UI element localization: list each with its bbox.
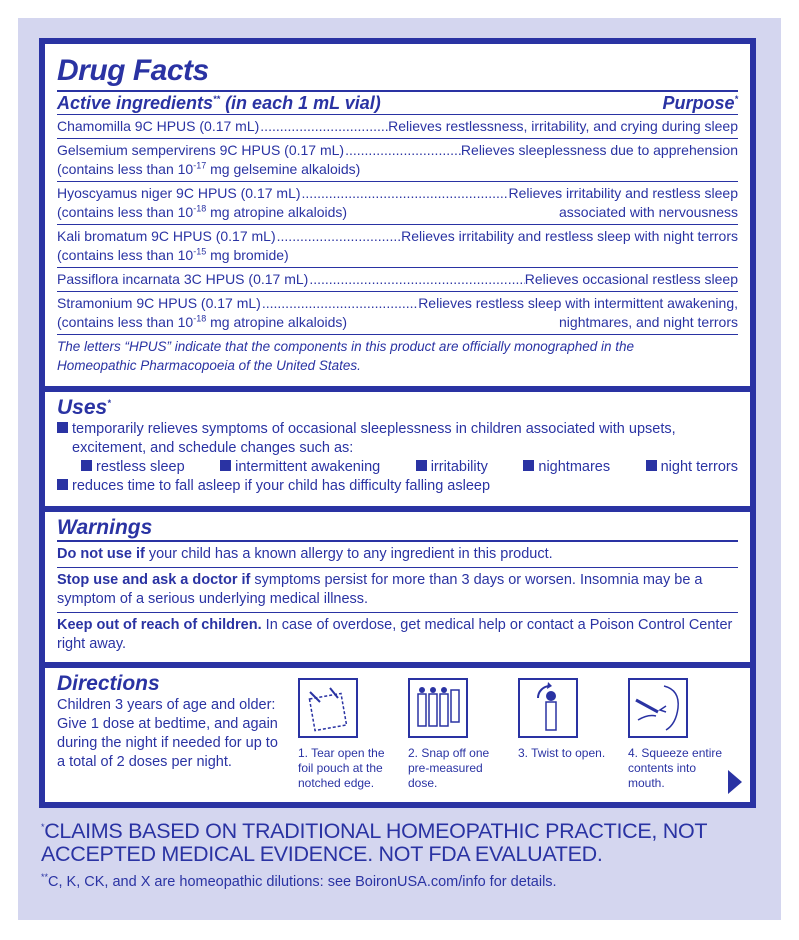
claims-disclaimer: *CLAIMS BASED ON TRADITIONAL HOMEOPATHIC PRACTICE, NOT ACCEPTED MEDICAL EVIDENCE. NOT FDA EVALUATED. bbox=[41, 819, 707, 866]
ingredient-row: Stramonium 9C HPUS (0.17 mL) ..... Relieves restless sleep with intermittent awakening, (contains less than $10^{-18}$ mg atropine alkaloids) nightmares, and night terrors bbox=[57, 292, 738, 335]
warning-keep-out-of-reach: Keep out of reach of children. In case of overdose, get medical help or contact a Poison Control Center right away. bbox=[57, 612, 738, 657]
warnings-title: Warnings bbox=[57, 516, 153, 539]
warning-do-not-use: Do not use if your child has a known allergy to any ingredient in this product. bbox=[57, 540, 738, 567]
uses-section bbox=[45, 392, 750, 506]
drug-facts-title: Drug Facts bbox=[57, 54, 209, 87]
symptom-item: nightmares bbox=[523, 458, 610, 477]
directions-text: Children 3 years of age and older: Give 1 dose at bedtime, and again during the night if needed for up to a total of 2 doses per night. bbox=[57, 697, 278, 770]
ingredient-row: Passiflora incarnata 3C HPUS (0.17 mL) ..... Relieves occasional restless sleep bbox=[57, 268, 738, 292]
active-ingredients-section bbox=[45, 44, 750, 386]
bullet-icon bbox=[416, 460, 427, 471]
uses-item: temporarily relieves symptoms of occasional sleeplessness in children associated with upsets, bbox=[57, 420, 738, 439]
footer bbox=[41, 820, 771, 892]
twist-vial-icon bbox=[518, 678, 578, 738]
warnings-section bbox=[45, 512, 750, 662]
symptom-item: night terrors bbox=[646, 458, 738, 477]
active-header-label: Active ingredients bbox=[57, 93, 214, 113]
bullet-icon bbox=[57, 479, 68, 490]
foil-pouch-icon bbox=[298, 678, 358, 738]
uses-item-continued: excitement, and schedule changes such as: bbox=[72, 440, 354, 456]
bullet-icon bbox=[220, 460, 231, 471]
symptom-item: intermittent awakening bbox=[220, 458, 380, 477]
bullet-icon bbox=[57, 422, 68, 433]
ingredient-row: Chamomilla 9C HPUS (0.17 mL) ..... Relieves restlessness, irritability, and crying during sleep bbox=[57, 115, 738, 139]
ingredient-row: Hyoscyamus niger 9C HPUS (0.17 mL) ..... Relieves irritability and restless sleep (contains less than $10^{-18}$ mg atropine alkaloids) associated with nervousness bbox=[57, 182, 738, 225]
direction-step: 1. Tear open the foil pouch at the notched edge. bbox=[298, 678, 398, 791]
dilutions-note: **C, K, CK, and X are homeopathic dilutions: see BoironUSA.com/info for details. bbox=[41, 872, 557, 890]
purpose-header: Purpose* bbox=[662, 93, 738, 113]
uses-title: Uses* bbox=[57, 396, 111, 419]
direction-step: 3. Twist to open. bbox=[518, 678, 618, 761]
hpus-note: The letters “HPUS” indicate that the components in this product are officially monographed in the Homeopathic Pharmacopoeia of the United States. bbox=[57, 339, 635, 373]
bullet-icon bbox=[81, 460, 92, 471]
directions-title: Directions bbox=[57, 672, 160, 695]
symptom-item: irritability bbox=[416, 458, 488, 477]
ingredient-row: Gelsemium sempervirens 9C HPUS (0.17 mL) ..... Relieves sleeplessness due to apprehension (contains less than $10^{-17}$ mg gelsemine alkaloids) bbox=[57, 139, 738, 182]
uses-symptom-list bbox=[57, 458, 738, 477]
direction-step: 4. Squeeze entire contents into mouth. bbox=[628, 678, 728, 791]
ingredient-row: Kali bromatum 9C HPUS (0.17 mL) ..... Relieves irritability and restless sleep with night terrors (contains less than $10^{-15}$ mg bromide) bbox=[57, 225, 738, 268]
warning-stop-use: Stop use and ask a doctor if symptoms persist for more than 3 days or worsen. Insomnia may be a symptom of a serious underlying medical illness. bbox=[57, 567, 738, 612]
child-mouth-icon bbox=[628, 678, 688, 738]
vials-icon bbox=[408, 678, 468, 738]
continue-arrow-icon bbox=[728, 770, 742, 794]
symptom-item: restless sleep bbox=[81, 458, 185, 477]
active-ingredients-header: Active ingredients** (in each 1 mL vial) Purpose* bbox=[57, 90, 738, 115]
directions-section bbox=[45, 668, 750, 802]
direction-step: 2. Snap off one pre-measured dose. bbox=[408, 678, 508, 791]
bullet-icon bbox=[523, 460, 534, 471]
uses-item: reduces time to fall asleep if your child has difficulty falling asleep bbox=[57, 477, 738, 496]
bullet-icon bbox=[646, 460, 657, 471]
